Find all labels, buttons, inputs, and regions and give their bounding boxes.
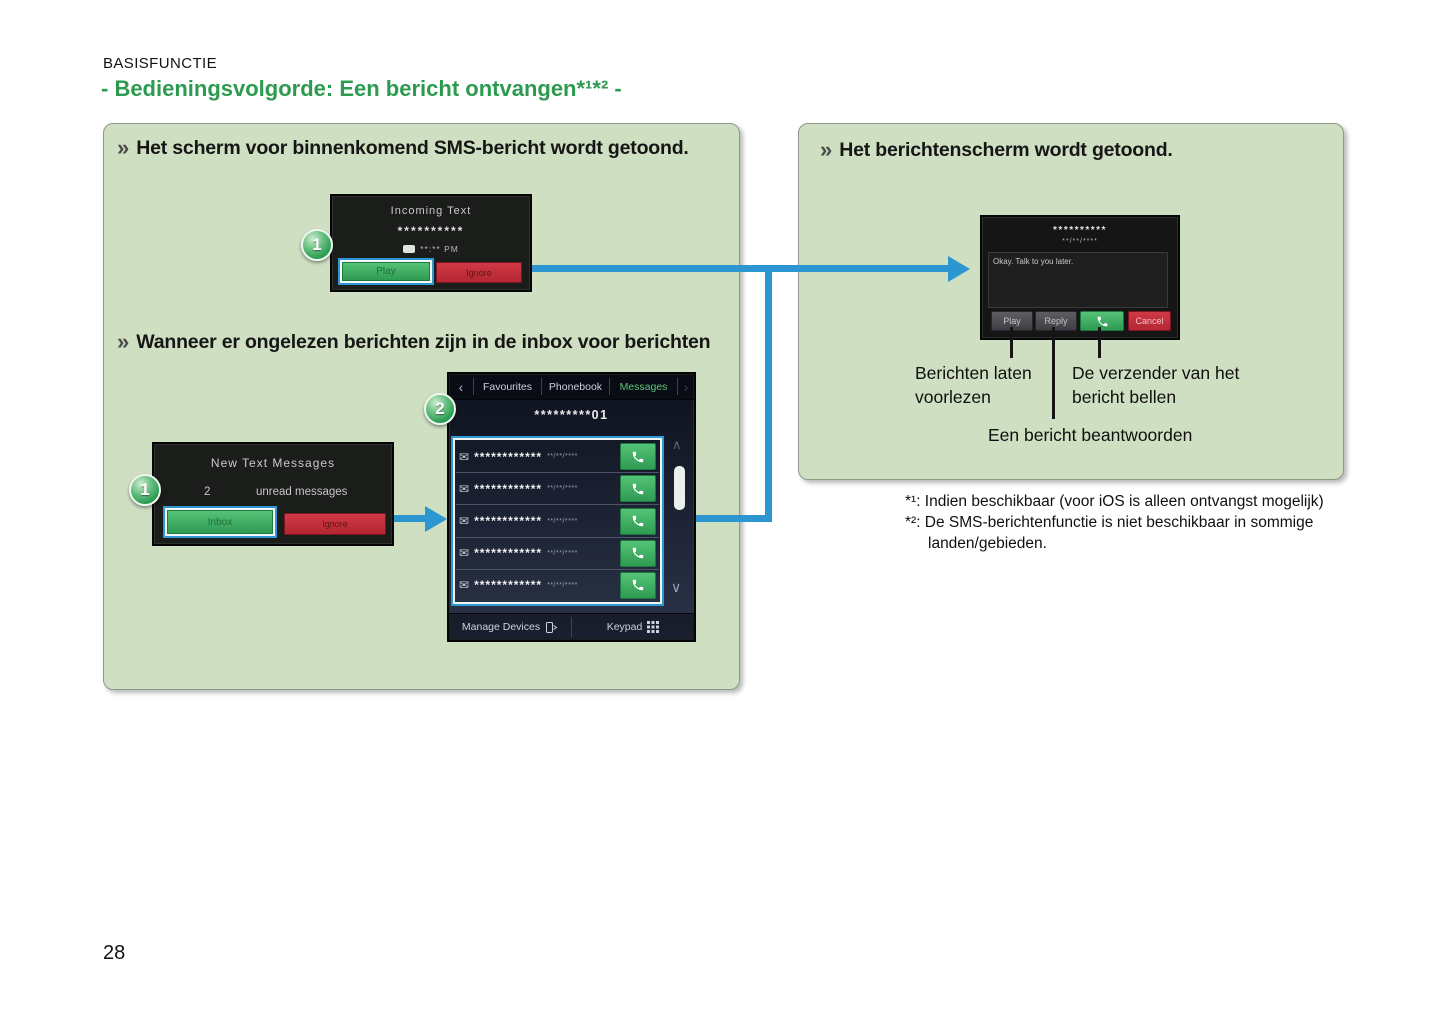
unread-count: 2	[204, 486, 211, 498]
play-button: Play	[342, 262, 430, 281]
reply-button: Reply	[1035, 311, 1077, 331]
time-row	[332, 244, 530, 254]
message-list-item	[456, 441, 659, 472]
ignore-button: Ignore	[436, 262, 522, 283]
flow-arrowhead-top	[948, 256, 970, 282]
masked-date: **/**/****	[547, 517, 578, 525]
new-messages-title: New Text Messages	[210, 456, 336, 470]
envelope-icon: ✉	[459, 546, 470, 561]
callout-call-label: De verzender van het bericht bellen	[1072, 363, 1240, 407]
guillemet-icon: »	[117, 329, 130, 354]
keypad-button	[572, 614, 694, 640]
tab-phonebook: Phonebook	[548, 380, 603, 393]
tab-favourites: Favourites	[482, 380, 533, 393]
call-button	[620, 572, 656, 599]
keypad-label: Keypad	[606, 621, 643, 633]
list-title: *********01	[534, 408, 609, 422]
envelope-icon: ✉	[459, 449, 470, 464]
message-body: Okay. Talk to you later.	[988, 252, 1168, 308]
flow-arrowhead-inbox	[425, 506, 447, 532]
call-button	[620, 475, 656, 502]
masked-date: **/**/****	[547, 549, 578, 557]
envelope-icon: ✉	[459, 481, 470, 496]
page-title: - Bedieningsvolgorde: Een bericht ontvangen*¹*² -	[101, 76, 622, 101]
page-number: 28	[103, 942, 126, 964]
masked-sender: ************	[474, 578, 543, 593]
call-button	[620, 540, 656, 567]
bottom-bar	[449, 613, 694, 640]
incoming-title: Incoming Text	[390, 205, 472, 217]
new-messages-screen	[152, 442, 394, 546]
call-button	[620, 508, 656, 535]
incoming-text-screen	[330, 194, 532, 292]
tab-bar	[449, 374, 694, 400]
cancel-button: Cancel	[1128, 311, 1171, 331]
back-icon: ‹	[458, 378, 464, 395]
masked-sender: ************	[474, 449, 543, 464]
footnote-2: *²: De SMS-berichtenfunctie is niet beschikbaar in sommige	[905, 514, 1314, 531]
play-button: Play	[991, 311, 1033, 331]
guillemet-icon: »	[820, 137, 833, 162]
manage-devices-button	[449, 614, 571, 640]
message-list-item	[456, 569, 659, 601]
masked-sender: ************	[474, 481, 543, 496]
messages-list-screen	[447, 372, 696, 642]
left-heading-1: » Het scherm voor binnenkomend SMS-bericht wordt getoond.	[117, 133, 717, 163]
forward-icon: ›	[683, 378, 689, 395]
masked-date: **/**/****	[1062, 238, 1098, 245]
guillemet-icon: »	[117, 135, 130, 160]
masked-sender: **********	[397, 224, 465, 238]
phone-indicator-icon	[403, 245, 415, 253]
callout-line-call	[1098, 327, 1101, 358]
envelope-icon: ✉	[459, 578, 470, 593]
left-heading-2: » Wanneer er ongelezen berichten zijn in de inbox voor berichten	[117, 327, 717, 357]
masked-sender: ************	[474, 546, 543, 561]
right-heading: » Het berichtenscherm wordt getoond.	[820, 135, 1330, 165]
masked-date: **/**/****	[547, 485, 578, 493]
callout-line-play	[1010, 327, 1013, 358]
message-list-item	[456, 537, 659, 569]
callout-play-label: Berichten laten voorlezen	[915, 363, 1032, 407]
keypad-icon	[647, 621, 659, 633]
masked-sender: **********	[1053, 225, 1107, 236]
inbox-button: Inbox	[167, 510, 273, 534]
footnote-1: *¹: Indien beschikbaar (voor iOS is alleen ontvangst mogelijk)	[905, 493, 1324, 510]
unread-count-label: unread messages	[256, 486, 348, 498]
message-list-highlight	[451, 436, 664, 606]
envelope-icon: ✉	[459, 514, 470, 528]
flow-connector-vertical	[765, 265, 772, 522]
call-button	[620, 443, 656, 470]
callout-reply-label: Een bericht beantwoorden	[988, 425, 1193, 445]
step-badge-1: 1	[301, 229, 333, 261]
scroll-down-icon: ∨	[671, 579, 682, 595]
ignore-button: Ignore	[284, 513, 386, 535]
play-button-highlight	[338, 258, 434, 285]
message-list-item	[456, 504, 659, 536]
section-kicker: BASISFUNCTIE	[103, 55, 217, 72]
callout-line-reply	[1052, 327, 1055, 419]
step-badge-1b: 1	[129, 474, 161, 506]
message-detail-screen	[980, 215, 1180, 340]
inbox-button-highlight	[163, 506, 277, 538]
scrollbar-thumb	[674, 466, 685, 510]
masked-time: **:** PM	[420, 244, 459, 254]
masked-date: **/**/****	[547, 581, 578, 589]
scroll-up-icon: ∧	[672, 437, 682, 452]
manage-devices-label: Manage Devices	[461, 621, 541, 633]
masked-date: **/**/****	[547, 453, 578, 461]
call-button	[1080, 311, 1124, 331]
tab-messages: Messages	[619, 380, 668, 393]
message-list-item	[456, 472, 659, 504]
device-icon	[545, 621, 558, 634]
masked-sender: ************	[474, 514, 543, 528]
footnote-2-cont: landen/gebieden.	[928, 535, 1047, 552]
step-badge-2: 2	[424, 393, 456, 425]
